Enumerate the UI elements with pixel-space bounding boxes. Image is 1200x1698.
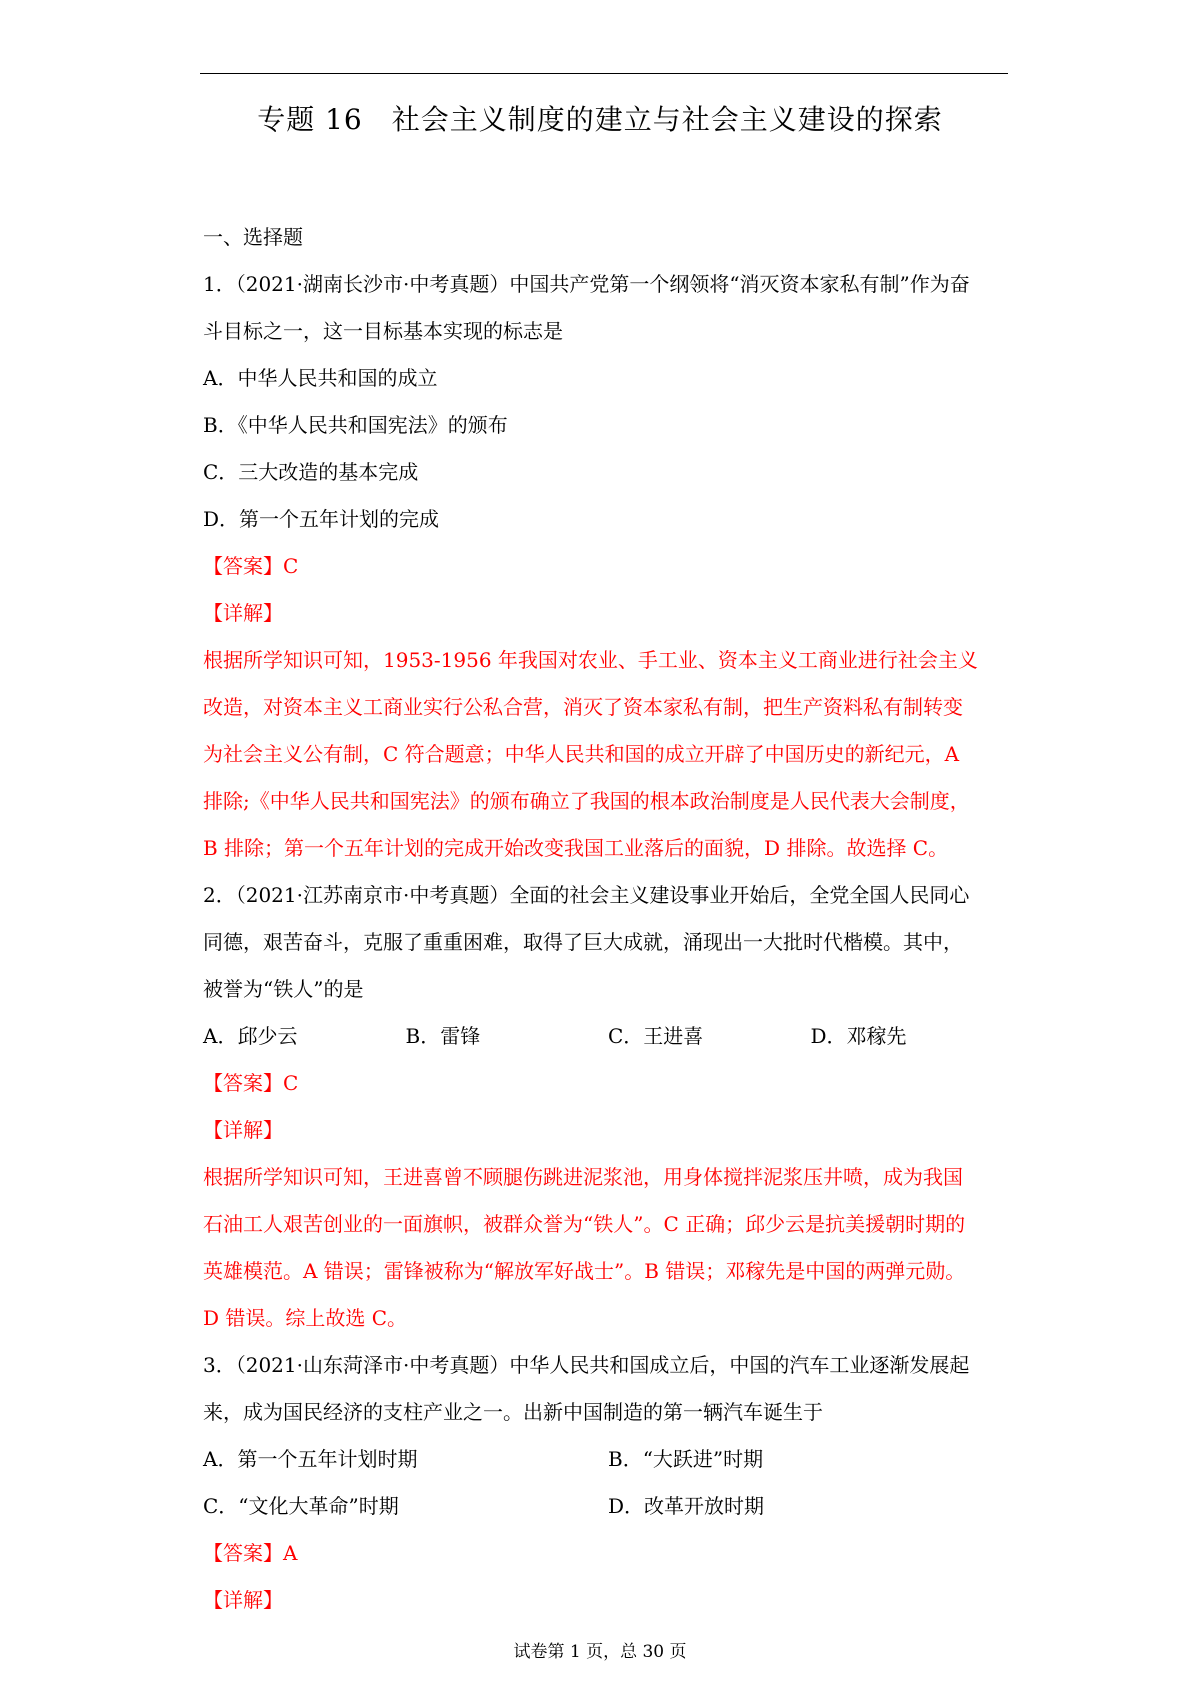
option-c: C．“文化大革命”时期 bbox=[203, 1494, 399, 1518]
header-rule bbox=[200, 73, 1008, 74]
analysis-line: 根据所学知识可知，1953-1956 年我国对农业、手工业、资本主义工商业进行社会主义 bbox=[203, 648, 978, 672]
option-c: C．王进喜 bbox=[608, 1024, 704, 1048]
question-stem-line: 被誉为“铁人”的是 bbox=[203, 977, 364, 1001]
question-stem-line: 来，成为国民经济的支柱产业之一。出新中国制造的第一辆汽车诞生于 bbox=[203, 1400, 823, 1424]
answer: 【答案】C bbox=[203, 1071, 299, 1095]
analysis-label: 【详解】 bbox=[203, 1588, 283, 1612]
option-a: A．邱少云 bbox=[203, 1024, 298, 1048]
option-a: A．中华人民共和国的成立 bbox=[203, 366, 438, 390]
question-1 bbox=[203, 261, 1013, 872]
analysis-line: 改造，对资本主义工商业实行公私合营，消灭了资本家私有制，把生产资料私有制转变 bbox=[203, 695, 963, 719]
option-d: D．改革开放时期 bbox=[608, 1494, 765, 1518]
page-title: 专题 16 社会主义制度的建立与社会主义建设的探索 bbox=[257, 103, 943, 136]
options-row bbox=[203, 1436, 1013, 1483]
answer: 【答案】C bbox=[203, 554, 299, 578]
answer: 【答案】A bbox=[203, 1541, 298, 1565]
option-c: C．三大改造的基本完成 bbox=[203, 460, 419, 484]
page-footer: 试卷第 1 页，总 30 页 bbox=[513, 1642, 687, 1662]
question-stem-line: 1．（2021·湖南长沙市·中考真题）中国共产党第一个纲领将“消灭资本家私有制”作为奋 bbox=[203, 272, 970, 296]
analysis-line: 英雄模范。A 错误；雷锋被称为“解放军好战士”。B 错误；邓稼先是中国的两弹元勋。 bbox=[203, 1259, 966, 1283]
question-stem-line: 3．（2021·山东菏泽市·中考真题）中华人民共和国成立后，中国的汽车工业逐渐发展起 bbox=[203, 1353, 970, 1377]
question-stem-line: 同德，艰苦奋斗，克服了重重困难，取得了巨大成就，涌现出一大批时代楷模。其中， bbox=[203, 930, 963, 954]
options-row bbox=[203, 1483, 1013, 1530]
section-heading: 一、选择题 bbox=[203, 225, 303, 249]
option-b: B．雷锋 bbox=[405, 1024, 481, 1048]
analysis-line: D 错误。综上故选 C。 bbox=[203, 1306, 408, 1330]
analysis-line: 石油工人艰苦创业的一面旗帜，被群众誉为“铁人”。C 正确；邱少云是抗美援朝时期的 bbox=[203, 1212, 966, 1236]
option-d: D．第一个五年计划的完成 bbox=[203, 507, 440, 531]
question-stem-line: 斗目标之一，这一目标基本实现的标志是 bbox=[203, 319, 563, 343]
option-b: B．“大跃进”时期 bbox=[608, 1447, 764, 1471]
options-row bbox=[203, 1013, 1013, 1060]
question-2 bbox=[203, 872, 1013, 1342]
analysis-line: 为社会主义公有制，C 符合题意；中华人民共和国的成立开辟了中国历史的新纪元，A bbox=[203, 742, 960, 766]
option-b: B．《中华人民共和国宪法》的颁布 bbox=[203, 413, 508, 437]
option-a: A．第一个五年计划时期 bbox=[203, 1447, 418, 1471]
analysis-line: 排除;《中华人民共和国宪法》的颁布确立了我国的根本政治制度是人民代表大会制度， bbox=[203, 789, 970, 813]
option-d: D．邓稼先 bbox=[810, 1024, 907, 1048]
analysis-label: 【详解】 bbox=[203, 1118, 283, 1142]
question-stem-line: 2．（2021·江苏南京市·中考真题）全面的社会主义建设事业开始后，全党全国人民同心 bbox=[203, 883, 970, 907]
analysis-line: B 排除；第一个五年计划的完成开始改变我国工业落后的面貌，D 排除。故选择 C。 bbox=[203, 836, 949, 860]
analysis-label: 【详解】 bbox=[203, 601, 283, 625]
question-content bbox=[203, 214, 1013, 1624]
analysis-line: 根据所学知识可知，王进喜曾不顾腿伤跳进泥浆池，用身体搅拌泥浆压井喷，成为我国 bbox=[203, 1165, 963, 1189]
question-3 bbox=[203, 1342, 1013, 1624]
